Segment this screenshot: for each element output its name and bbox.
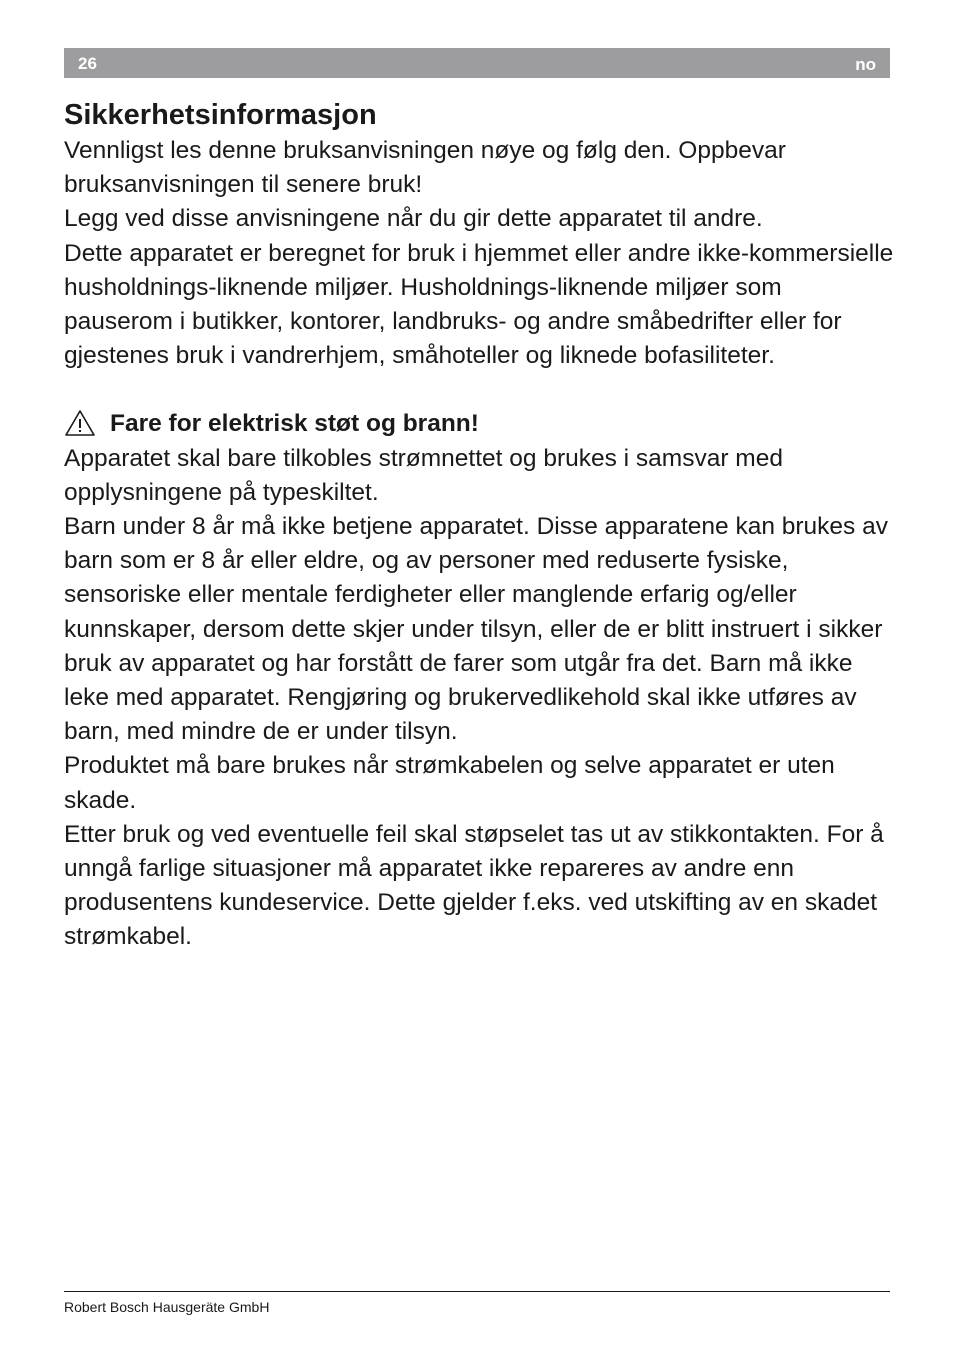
intro-paragraph: Vennligst les denne bruksanvisningen nøye og følg den. Oppbevar bruksanvisningen til senere bruk! <box>64 137 786 199</box>
warning-paragraph: Produktet må bare brukes når strømkabelen og selve apparatet er uten skade. <box>64 752 835 814</box>
main-content <box>64 96 894 955</box>
warning-paragraph: Etter bruk og ved eventuelle feil skal støpselet tas ut av stikkontakten. For å unngå farlige situasjoner må apparatet ikke repareres av andre enn produsentens kundeservice. Dette gjelder f.eks. ved utskifting av en skadet strømkabel. <box>64 820 884 951</box>
intro-paragraph: Legg ved disse anvisningene når du gir dette apparatet til andre. <box>64 205 763 233</box>
warning-heading <box>64 407 894 441</box>
page-number: 26 <box>78 54 97 73</box>
intro-paragraph: Dette apparatet er beregnet for bruk i hjemmet eller andre ikke-kommersielle husholdnings-liknende miljøer. Husholdnings-liknende miljøer som pauserom i butikker, kontorer, landbruks- og andre småbedrifter eller for gjestenes bruk i vandrerhjem, småhoteller og liknede bofasiliteter. <box>64 239 894 370</box>
footer-divider <box>64 1291 890 1292</box>
page-header-bar <box>64 48 890 78</box>
warning-paragraph: Barn under 8 år må ikke betjene apparatet. Disse apparatene kan brukes av barn som er 8 år eller eldre, og av personer med reduserte fysiske, sensoriske eller mentale ferdigheter eller manglende erfarig og/eller kunnskaper, dersom dette skjer under tilsyn, eller de er blitt instruert i sikker bruk av apparatet og har forstått de farer som utgår fra det. Barn må ikke leke med apparatet. Rengjøring og brukervedlikehold skal ikke utføres av barn, med mindre de er under tilsyn. <box>64 513 888 746</box>
footer-company: Robert Bosch Hausgeräte GmbH <box>64 1299 270 1315</box>
section-spacer <box>64 373 894 407</box>
warning-triangle-icon <box>64 409 96 437</box>
page-title: Sikkerhetsinformasjon <box>64 99 377 131</box>
warning-paragraph: Apparatet skal bare tilkobles strømnettet og brukes i samsvar med opplysningene på typeskiltet. <box>64 444 783 506</box>
warning-heading-text: Fare for elektrisk støt og brann! <box>110 410 479 438</box>
language-code: no <box>855 55 876 74</box>
